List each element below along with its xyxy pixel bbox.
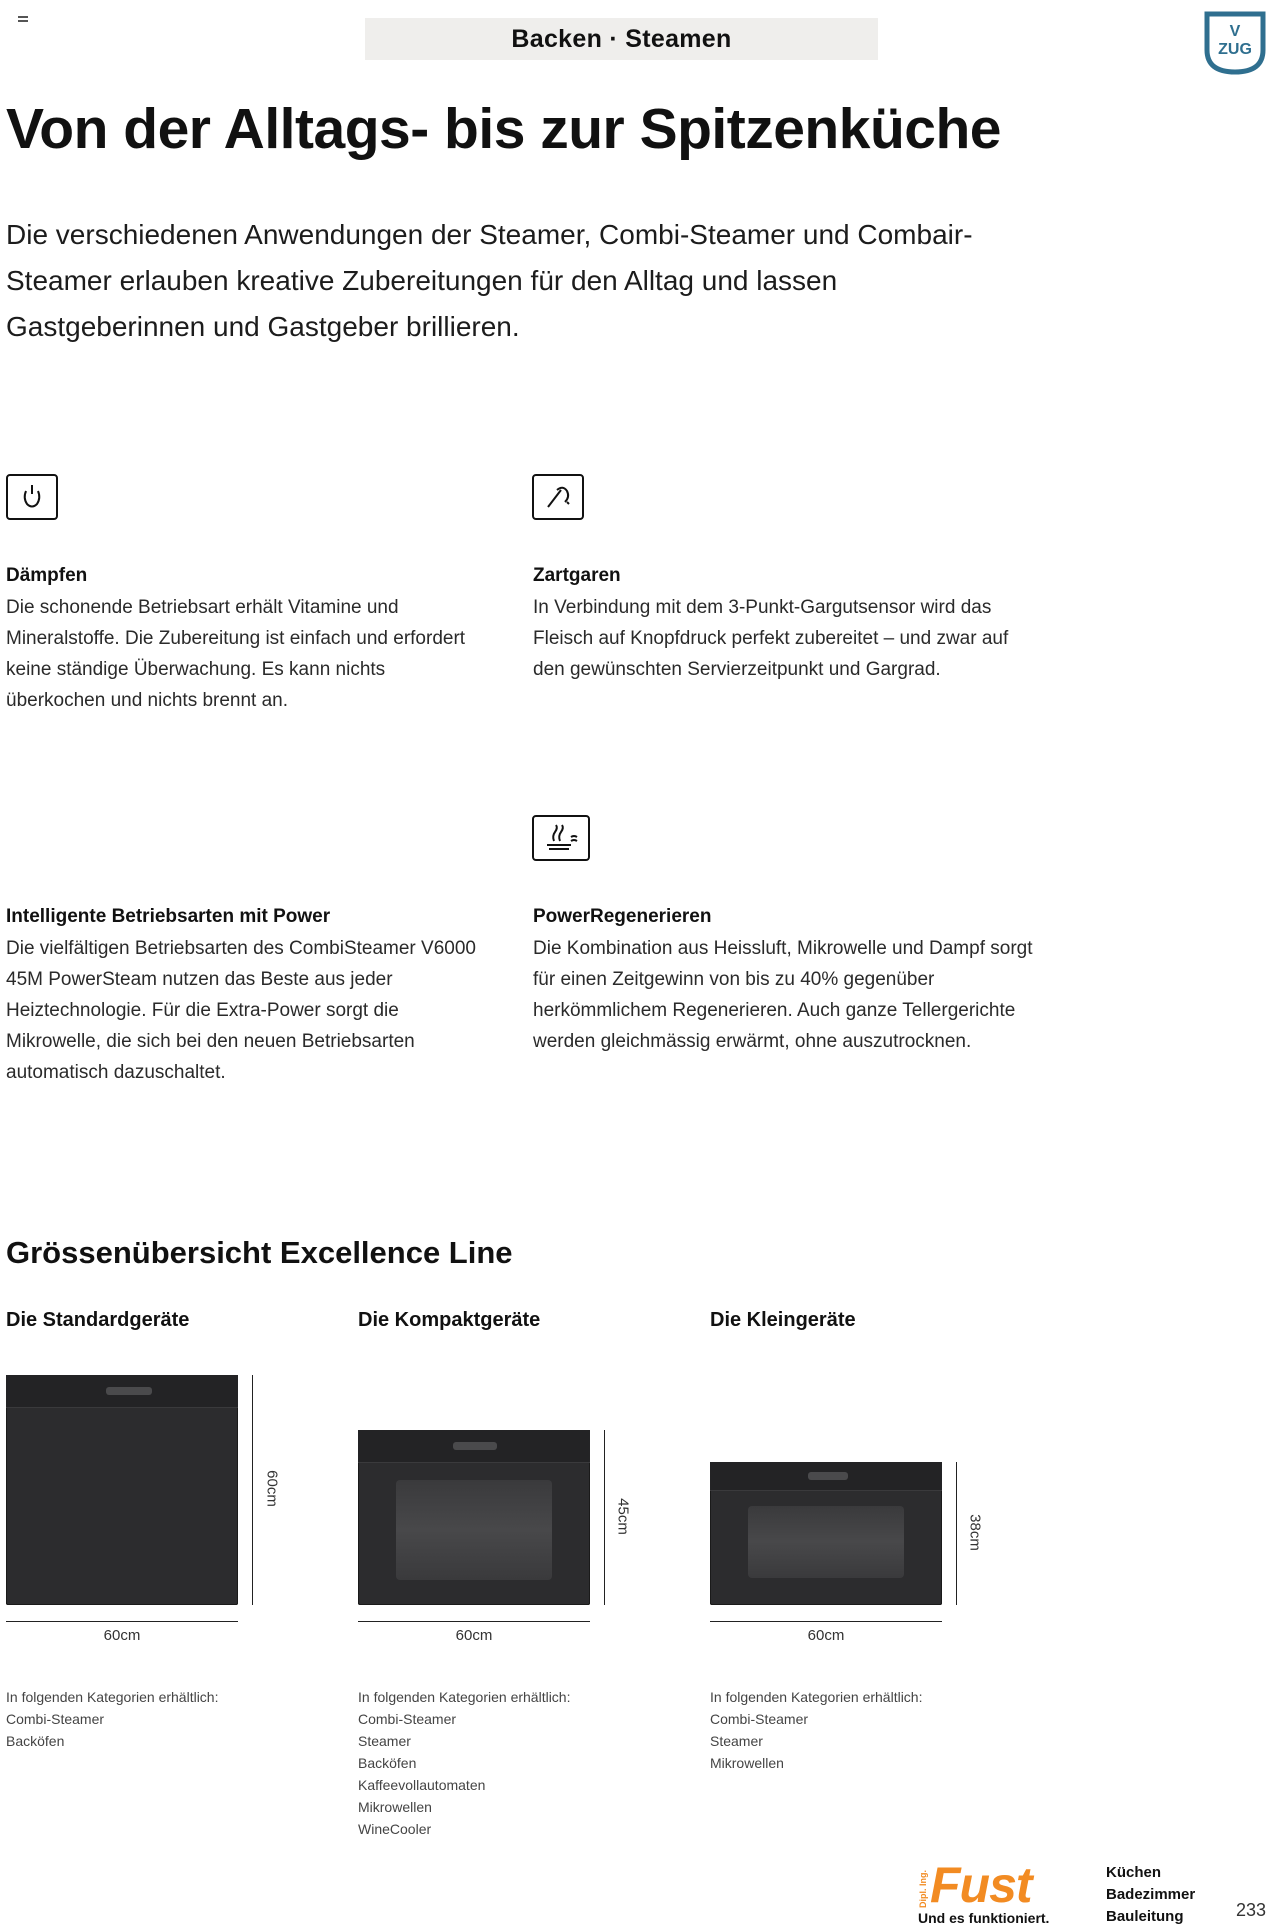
standard-oven-image [6,1375,238,1605]
availability-title: In folgenden Kategorien erhältlich: [710,1689,923,1705]
compact-oven-image [358,1430,590,1605]
category-bar: Backen · Steamen [365,18,878,60]
service-item: Badezimmer [1106,1886,1196,1903]
feature-text: In Verbindung mit dem 3-Punkt-Gargutsensor wird das Fleisch auf Knopfdruck perfekt zubereitet – und zwar auf den gewünschten Servierzeitpunkt und Gargrad. [533,597,1009,680]
list-item: Mikrowellen [710,1755,784,1771]
service-item: Küchen [1106,1864,1162,1881]
fust-slogan: Und es funktioniert. [918,1910,1050,1926]
probe-sensor-icon [532,474,584,520]
fust-small-text: Dipl. Ing. [918,1870,928,1908]
list-item: Backöfen [358,1755,417,1771]
steam-hand-icon [6,474,58,520]
list-item: Combi-Steamer [358,1711,457,1727]
feature-title: Dämpfen [6,565,88,586]
page-number: 233 [1236,1900,1267,1920]
feature-title: Intelligente Betriebsarten mit Power [6,906,331,927]
height-label: 45cm [614,1498,632,1535]
height-label: 60cm [263,1470,281,1507]
feature-title: PowerRegenerieren [533,906,712,927]
availability-title: In folgenden Kategorien erhältlich: [358,1689,571,1705]
service-item: Bauleitung [1106,1908,1184,1925]
svg-text:ZUG: ZUG [1218,41,1252,58]
list-item: Combi-Steamer [6,1711,105,1727]
width-label: 60cm [455,1627,493,1644]
list-item: Mikrowellen [358,1799,432,1815]
feature-text: Die vielfältigen Betriebsarten des CombiSteamer V6000 45M PowerSteam nutzen das Beste aus jeder Heiztechnologie. Für die Extra-Power sorgt die Mikrowelle, die sich bei den neuen Betriebsarten automatisch dazuschaltet. [6,938,476,1083]
width-label: 60cm [807,1627,845,1644]
small-oven-image [710,1462,942,1605]
list-item: Combi-Steamer [710,1711,809,1727]
section-title: Grössenübersicht Excellence Line [6,1235,513,1270]
width-dimension-line [710,1621,942,1622]
feature-text: Die schonende Betriebsart erhält Vitamine und Mineralstoffe. Die Zubereitung ist einfach und erfordert keine ständige Überwachung. Es kann nichts überkochen und nichts brennt an. [6,597,466,711]
availability-list [6,1686,218,1752]
fust-logo [918,1857,1088,1926]
lead-paragraph: Die verschiedenen Anwendungen der Steamer, Combi-Steamer und Combair-Steamer erlauben kreative Zubereitungen für den Alltag und lassen Gastgeberinnen und Gastgeber brillieren. [6,219,973,342]
menu-icon[interactable] [18,16,28,24]
column-title: Die Kompaktgeräte [358,1309,541,1331]
fust-wordmark: Fust [930,1857,1032,1913]
svg-text:V: V [1229,23,1241,40]
height-dimension-line [252,1375,253,1605]
page-title: Von der Alltags- bis zur Spitzenküche [6,97,1001,161]
list-item: Steamer [358,1733,411,1749]
height-label: 38cm [966,1514,984,1551]
column-title: Die Standardgeräte [6,1309,190,1331]
feature-title: Zartgaren [533,565,621,586]
height-dimension-line [956,1462,957,1605]
width-dimension-line [6,1621,238,1622]
vzug-logo [1203,10,1267,76]
list-item: Backöfen [6,1733,65,1749]
feature-text: Die Kombination aus Heissluft, Mikrowelle und Dampf sorgt für einen Zeitgewinn von bis zu 40% gegenüber herkömmlichem Regenerieren. Auch ganze Tellergerichte werden gleichmässig erwärmt, ohne auszutrocknen. [533,938,1033,1052]
availability-list [710,1686,922,1774]
width-label: 60cm [103,1627,141,1644]
list-item: Kaffeevollautomaten [358,1777,486,1793]
list-item: Steamer [710,1733,763,1749]
availability-title: In folgenden Kategorien erhältlich: [6,1689,219,1705]
list-item: WineCooler [358,1821,432,1837]
availability-list [358,1686,570,1840]
height-dimension-line [604,1430,605,1605]
regenerate-plate-icon [532,815,590,861]
fust-services [1106,1862,1195,1928]
column-title: Die Kleingeräte [710,1309,856,1331]
width-dimension-line [358,1621,590,1622]
